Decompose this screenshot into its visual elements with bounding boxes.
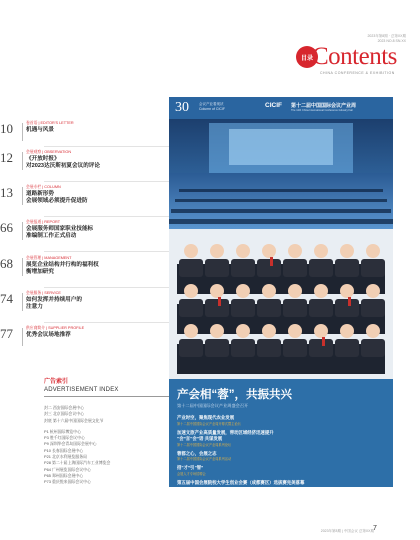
toc-section: 会展观察 | OBSERVATION (26, 150, 72, 154)
toc-title-line: 道路新形势 (26, 191, 54, 197)
toc-page-number: 68 (0, 256, 13, 271)
toc-bar (22, 123, 23, 141)
ad-entry: P65 郑州国际会展中心 (44, 472, 84, 478)
toc-section: 供应商简介 | SUPPLIER PROFILE (26, 326, 85, 330)
feature-article-sub: 会展人才专场招聘会 (177, 471, 206, 476)
feature-column (199, 102, 225, 112)
feature-headline: 产会相“蓉”，共振共兴 (177, 389, 292, 401)
feature-header (169, 97, 393, 119)
feature-article-title[interactable]: 加速文旅产业高质量发展，带动区域经济迅速提升 (177, 429, 274, 435)
feature-article-title[interactable]: 第五届中国会展院校大学生创业会赛（成都赛区）选拔赛完美落幕 (177, 479, 305, 485)
toc-bar (22, 328, 23, 346)
toc-title (26, 127, 130, 134)
feature-article-title[interactable]: 招“才”引“智” (177, 465, 204, 470)
ad-index-heading (44, 378, 174, 394)
toc-title-line: 如何发挥并持续用户的 (26, 297, 82, 303)
page-footer: 2023年第8期 | 中国会议 总第XX期 (320, 529, 374, 533)
feature-article-title[interactable]: “会”言“会”语 共谋发展 (177, 436, 223, 441)
issue-line-en: 2023 NO.8 SN.XX (377, 39, 406, 43)
feature-column-cn: 会议产业看现状 (199, 102, 224, 106)
toc-section: 卷首语 | EDITOR'S LETTER (26, 121, 74, 125)
toc-bar (22, 293, 23, 311)
divider (44, 322, 172, 323)
ad-entry: P73 重庆悦来国际会议中心 (44, 479, 91, 485)
feature-logo-text: 第十二届中国国际会议产业周 (291, 103, 357, 109)
divider (44, 287, 172, 288)
feature-panel[interactable] (169, 97, 393, 487)
ad-index-subtitle: ADVERTISEMENT INDEX (44, 387, 119, 393)
toc-title-line: 《开放时报》 (26, 156, 60, 162)
toc-title-line: 优秀会议场地推荐 (26, 332, 71, 338)
feature-subhead: 第十二届中国国际会议产业周盛会召开 (177, 403, 249, 408)
page-header (0, 0, 420, 90)
toc-title (26, 191, 130, 205)
toc-title-line: 衡增加研究 (26, 269, 54, 276)
toc-title-line: 准编制工作正式启动 (26, 233, 77, 240)
toc-title (26, 156, 130, 170)
ad-entry: P10 长春国际会展中心 (44, 447, 84, 453)
toc-title (26, 226, 130, 240)
ad-entry: 封二 西安国际会展中心 (44, 405, 84, 410)
ad-index-list (44, 405, 174, 486)
toc-page-number: 77 (0, 326, 13, 341)
feature-column-en: Column of CICIF (199, 107, 226, 111)
feature-article-title[interactable]: 产业时空，聚焦现代农业发展 (177, 415, 235, 420)
feature-page-number: 30 (175, 100, 189, 115)
cicif-logo: CICIF (265, 102, 282, 109)
toc-page-number: 13 (0, 185, 13, 200)
ad-index-title: 广告索引 (44, 379, 69, 385)
feature-article-sub: 第十二届中国国际会议产业周开幕式暨主论坛 (177, 421, 241, 426)
toc-title-line: 会展领域必须提升促进防 (26, 198, 88, 205)
issue-line: 2023年第8期 · 总第XX期 (367, 34, 406, 38)
logo-badge: 目录 (296, 46, 318, 68)
toc-title-line: 注意力 (26, 304, 43, 311)
ad-entry: 封三 北京国际会议中心 (44, 411, 84, 417)
ad-entry: P3 胜千红国际会议中心 (44, 435, 85, 441)
ad-entry: P64 广州展览国际会议中心 (44, 466, 91, 472)
ad-entry: P21 北京水利展览服务局 (44, 454, 88, 460)
toc-bar (22, 258, 23, 276)
contents-logo (296, 42, 397, 72)
toc-section: 会展专栏 | COLUMN (26, 185, 61, 189)
toc-title-line: 机遇与风景 (26, 127, 54, 133)
toc-title (26, 262, 130, 276)
feature-article-list (177, 415, 387, 486)
feature-article-title[interactable]: 蓉都之心，会展之志 (177, 450, 217, 456)
toc-page-number: 12 (0, 150, 13, 165)
ad-entry: 封底 第十六届中国国际会展文化节 (44, 417, 104, 423)
divider (44, 216, 172, 217)
logo-word: Contents (312, 43, 397, 70)
divider (44, 251, 172, 252)
ad-entry: P28 第二十届上海国际汽车工业博览会 (44, 460, 111, 466)
ad-entry: P1 杭州国际博览中心 (44, 428, 81, 434)
toc-page-number: 10 (0, 121, 13, 136)
toc-title (26, 297, 130, 311)
toc-title-line: 会展服务师国家职业技能标 (26, 226, 94, 232)
toc-bar (22, 187, 23, 205)
toc-section: 会展报道 | REPORT (26, 220, 61, 224)
toc-section: 会展服务 | SERVICE (26, 291, 61, 295)
toc-section: 会展管理 | MANAGEMENT (26, 256, 72, 260)
feature-article-sub: 第十二届中国国际会议产业周系列活动 (177, 457, 232, 461)
toc-page-number: 66 (0, 220, 13, 235)
logo-subtitle: CHINA CONFERENCE & EXHIBITION (320, 71, 395, 75)
divider (44, 181, 172, 182)
toc-title-line: 对2023达沃斯初夏会议的评论 (26, 163, 100, 170)
toc-title-line: 展览企业结构并行构的福利权 (26, 262, 99, 268)
toc-title (26, 332, 130, 339)
ad-entry: P9 深圳华会青岛国际会展中心 (44, 441, 97, 447)
toc-page-number: 74 (0, 291, 13, 306)
ad-index-rule (44, 396, 174, 397)
feature-logo-text-en: The 12th China International Conference Industry Fair (291, 109, 353, 112)
toc-bar (22, 222, 23, 240)
conference-photo (169, 119, 393, 379)
page-number: 7 (373, 525, 377, 532)
toc-bar (22, 152, 23, 170)
feature-article-sub: 第十二届中国国际会议产业周系列论坛 (177, 442, 232, 447)
divider (44, 146, 172, 147)
